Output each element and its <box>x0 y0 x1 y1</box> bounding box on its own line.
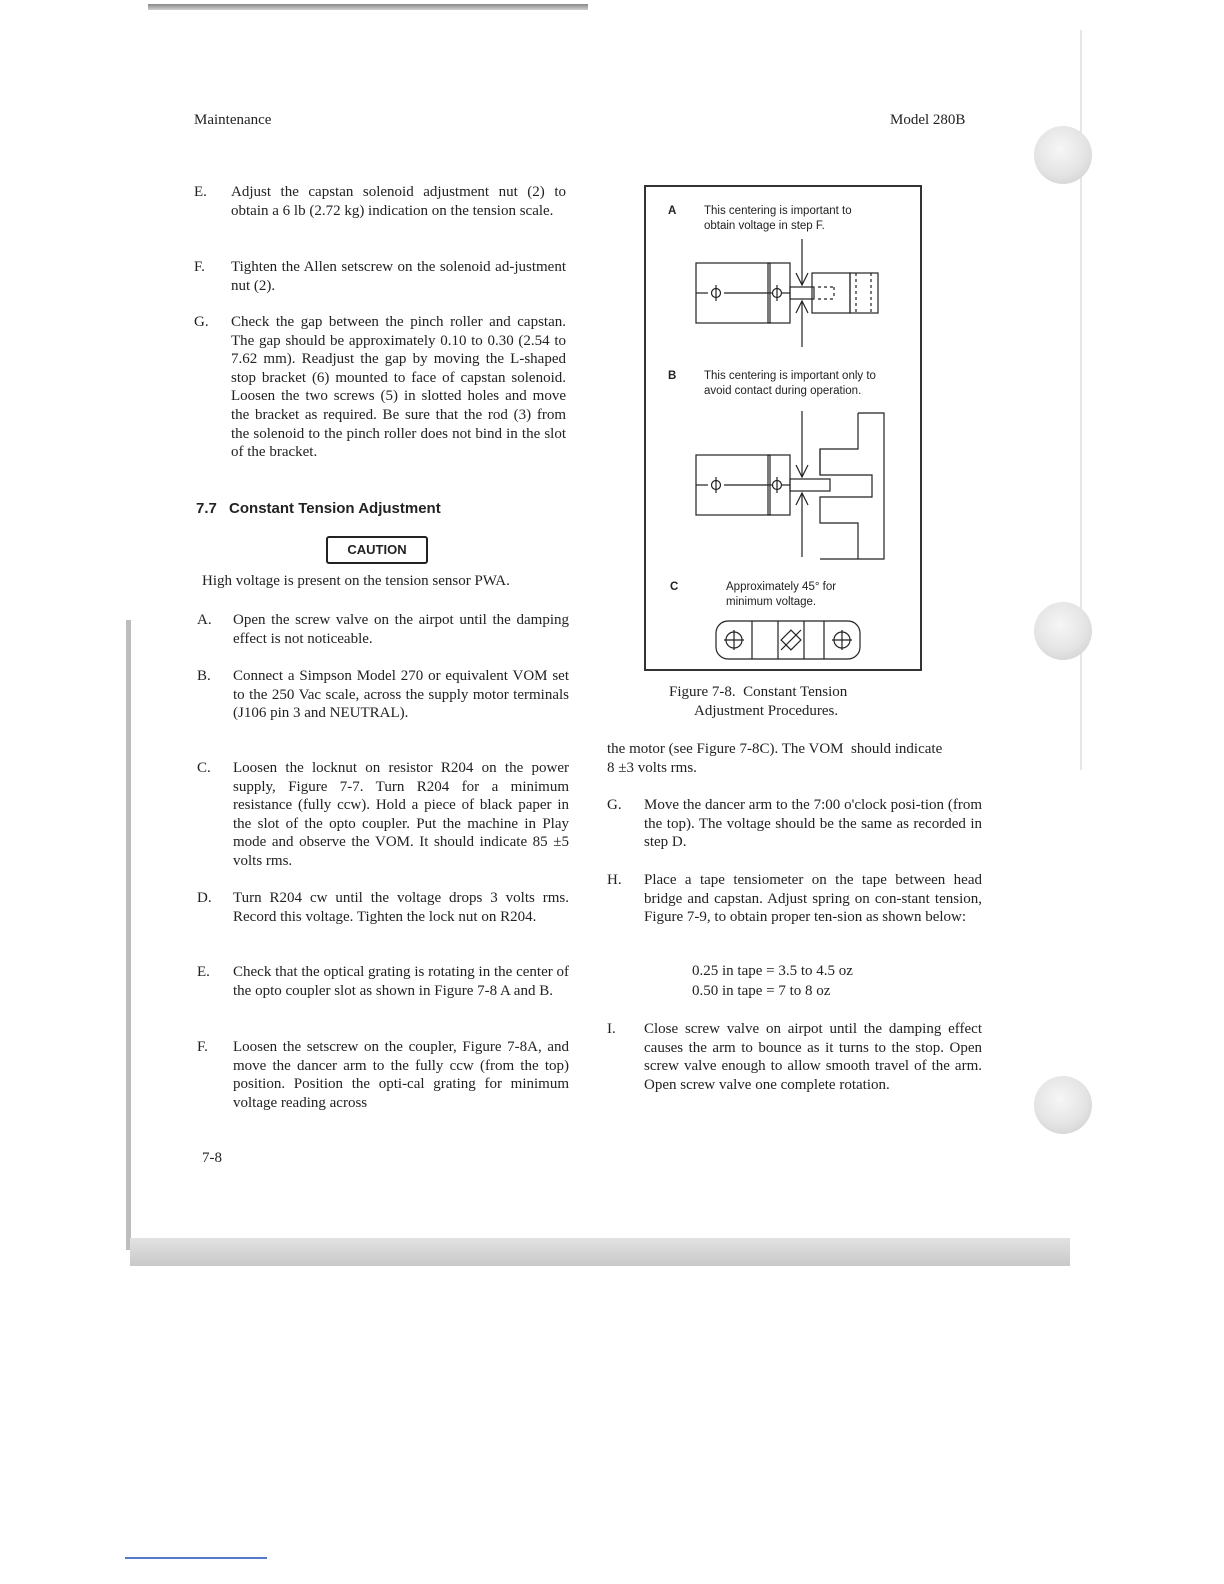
step-label: G. <box>194 314 209 330</box>
panel-c-letter: C <box>670 581 679 593</box>
step-text: Place a tape tensiometer on the tape between head bridge and capstan. Adjust spring on con-stant tension, Figure 7-9, to obtain proper ten-sion as shown below: <box>644 872 982 926</box>
step-text: Loosen the setscrew on the coupler, Figure 7-8A, and move the dancer arm to the fully ccw (from the top) position. Position the opti-cal grating for minimum voltage reading across <box>233 1039 569 1111</box>
panel-b-letter: B <box>668 370 677 382</box>
step-text: Loosen the locknut on resistor R204 on the power supply, Figure 7-7. Turn R204 for a minimum resistance (fully ccw). Hold a piece of black paper in the slot of the opto coupler. Put the machine in Play mode and observe the VOM. It should indicate 85 ±5 volts rms. <box>233 760 569 869</box>
binder-hole-bottom <box>1034 1076 1092 1134</box>
step-h-tensiometer <box>607 871 982 951</box>
section-number: 7.7 <box>196 500 217 517</box>
step-e-grating <box>197 963 569 1023</box>
header-section-title: Maintenance <box>194 112 272 128</box>
figure-drawings <box>646 187 920 669</box>
bottom-scan-edge <box>130 1238 1070 1266</box>
step-f-coupler <box>197 1038 569 1118</box>
step-text: Open the screw valve on the airpot until the damping effect is not noticeable. <box>233 612 569 647</box>
figure-7-8 <box>644 185 922 671</box>
step-text: Move the dancer arm to the 7:00 o'clock posi-tion (from the top). The voltage should be the same as recorded in step D. <box>644 797 982 851</box>
step-d-r204 <box>197 889 569 949</box>
binder-hole-middle <box>1034 602 1092 660</box>
step-text: Check the gap between the pinch roller and capstan. The gap should be approximately 0.10 to 0.30 (2.54 to 7.62 mm). Readjust the gap by moving the L-shaped stop bracket (6) mounted to face of capstan solenoid. Loosen the two screws (5) in slotted holes and move the bracket as required. Be sure that the rod (3) from the solenoid to the pinch roller does not bind in the slot of the bracket. <box>231 314 566 461</box>
caution-label: CAUTION <box>347 542 407 557</box>
panel-a-note: This centering is important to obtain voltage in step F. <box>704 205 852 232</box>
step-i-screw-valve <box>607 1020 982 1120</box>
step-label: E. <box>197 964 210 980</box>
panel-b-note: This centering is important only to avoid contact during operation. <box>704 370 876 397</box>
section-title: Constant Tension Adjustment <box>229 500 441 517</box>
step-text: Connect a Simpson Model 270 or equivalent VOM set to the 250 Vac scale, across the supply motor terminals (J106 pin 3 and NEUTRAL). <box>233 668 569 722</box>
section-heading <box>196 500 441 517</box>
step-a-airpot <box>197 611 569 651</box>
bottom-blue-line <box>125 1557 267 1559</box>
figure-caption-line1: Figure 7-8. Constant Tension <box>669 684 848 700</box>
step-label: A. <box>197 612 212 628</box>
panel-c-note: Approximately 45° for minimum voltage. <box>726 581 837 608</box>
figure-caption-line2: Adjustment Procedures. <box>694 703 839 719</box>
step-e-capstan <box>194 183 566 243</box>
binder-hole-top <box>1034 126 1092 184</box>
panel-c-grating-drawing <box>716 621 860 659</box>
step-label: E. <box>194 184 207 200</box>
tension-spec-1: 0.25 in tape = 3.5 to 4.5 oz <box>692 963 853 979</box>
step-g-gap <box>194 313 566 483</box>
step-text: Check that the optical grating is rotating in the center of the opto coupler slot as shown in Figure 7-8 A and B. <box>233 964 569 999</box>
continuation-text: the motor (see Figure 7-8C). The VOM should indicate 8 ±3 volts rms. <box>607 741 946 776</box>
step-g-dancer-arm <box>607 796 982 856</box>
step-label: B. <box>197 668 211 684</box>
step-label: D. <box>197 890 212 906</box>
step-label: H. <box>607 872 622 888</box>
panel-a-opto-coupler-drawing <box>696 239 878 347</box>
left-scan-edge <box>126 620 131 1250</box>
panel-a-letter: A <box>668 205 677 217</box>
step-label: F. <box>194 259 205 275</box>
caution-text: High voltage is present on the tension sensor PWA. <box>202 573 510 589</box>
step-text: Adjust the capstan solenoid adjustment nut (2) to obtain a 6 lb (2.72 kg) indication on the tension scale. <box>231 184 566 219</box>
step-text: Turn R204 cw until the voltage drops 3 volts rms. Record this voltage. Tighten the lock nut on R204. <box>233 890 569 925</box>
step-text: Tighten the Allen setscrew on the solenoid ad-justment nut (2). <box>231 259 566 294</box>
step-b-vom <box>197 667 569 747</box>
step-label: G. <box>607 797 622 813</box>
step-c-locknut <box>197 759 569 874</box>
page-number: 7-8 <box>202 1150 222 1166</box>
step-label: I. <box>607 1021 616 1037</box>
top-scan-line <box>148 4 588 10</box>
header-model: Model 280B <box>890 112 966 128</box>
step-text: Close screw valve on airpot until the damping effect causes the arm to bounce as it turns to the stop. Open screw valve enough to allow smooth travel of the arm. Open screw valve one complete rotation. <box>644 1021 982 1093</box>
step-label: C. <box>197 760 211 776</box>
step-f-setscrew <box>194 258 566 298</box>
caution-box <box>326 536 428 564</box>
step-label: F. <box>197 1039 208 1055</box>
tension-spec-2: 0.50 in tape = 7 to 8 oz <box>692 983 831 999</box>
panel-b-opto-coupler-drawing <box>696 411 884 559</box>
